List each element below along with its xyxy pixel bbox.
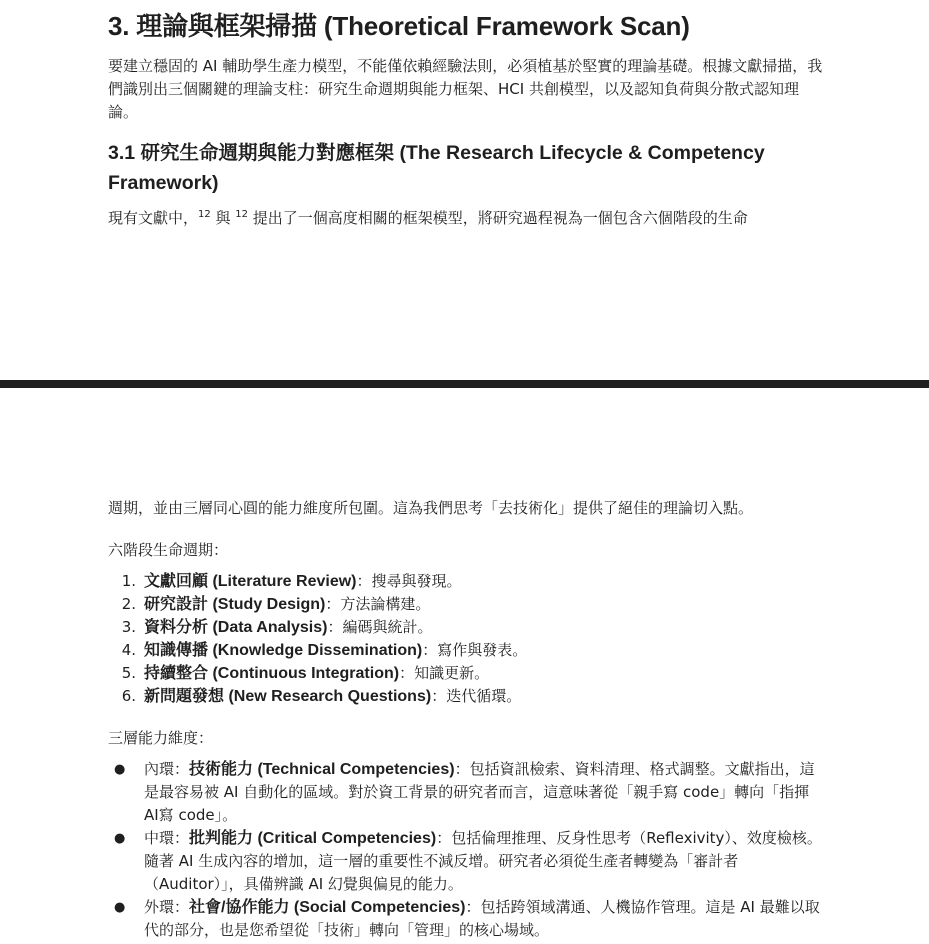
- list-item: ● 外環：社會/協作能力 (Social Competencies)：包括跨領域溝通、人機協作管理。這是 AI 最難以取代的部分，也是您希望從「技術」轉向「管理」的核心場域。: [108, 896, 828, 942]
- citation-ref-2[interactable]: 12: [235, 209, 249, 220]
- bullet-icon: ●: [114, 762, 126, 777]
- list-item: 5. 持續整合 (Continuous Integration)：知識更新。: [121, 664, 490, 682]
- dimensions-list: [108, 758, 828, 942]
- list-item: ● 內環：技術能力 (Technical Competencies)：包括資訊檢索、資料清理、格式調整。文獻指出，這是最容易被 AI 自動化的區域。對於資工背景的研究者而言，這意味著從「親手寫 code」轉向「指揮 AI寫 code」。: [108, 758, 828, 827]
- para-end: 提出了一個高度相關的框架模型，將研究過程視為一個包含六個階段的生命: [248, 209, 748, 227]
- page-break-divider: [0, 380, 929, 388]
- list-item: ● 中環：批判能力 (Critical Competencies)：包括倫理推理、反身性思考（Reflexivity）、效度檢核。隨著 AI 生成內容的增加，這一層的重要性不減反增。研究者必須從生產者轉變為「審計者（Auditor）」，具備辨識 AI 幻覺與偏見的能力。: [108, 827, 828, 896]
- para-start: 現有文獻中，: [108, 209, 199, 227]
- list-item: 2. 研究設計 (Study Design)：方法論構建。: [121, 595, 431, 613]
- section-3-intro: 要建立穩固的 AI 輔助學生產力模型，不能僅依賴經驗法則，必須植基於堅實的理論基礎。根據文獻掃描，我們識別出三個關鍵的理論支柱：研究生命週期與能力框架、HCI 共創模型，以及認知負荷與分散式認知理論。: [108, 57, 823, 121]
- section-3-1-heading: 3.1 研究生命週期與能力對應框架 (The Research Lifecycle & Competency Framework): [108, 142, 765, 194]
- dimensions-label: 三層能力維度：: [108, 729, 214, 747]
- bullet-icon: ●: [114, 831, 126, 846]
- page-bottom: [108, 497, 828, 942]
- section-3-heading: 3. 理論與框架掃描 (Theoretical Framework Scan): [108, 11, 690, 41]
- section-3-1-paragraph: [108, 207, 828, 230]
- citation-ref-1[interactable]: 12: [198, 209, 211, 220]
- page-top: [108, 8, 828, 230]
- section-3-1-paragraph-continued: 週期，並由三層同心圓的能力維度所包圍。這為我們思考「去技術化」提供了絕佳的理論切入點。: [108, 499, 754, 517]
- bullet-icon: ●: [114, 900, 126, 915]
- list-item: 1. 文獻回顧 (Literature Review)：搜尋與發現。: [121, 572, 462, 590]
- stages-label: 六階段生命週期：: [108, 541, 229, 559]
- list-item: 6. 新問題發想 (New Research Questions)：迭代循環。: [121, 687, 522, 705]
- para-mid: 與: [210, 209, 236, 227]
- stages-list: [108, 570, 828, 708]
- list-item: 4. 知識傳播 (Knowledge Dissemination)：寫作與發表。: [121, 641, 528, 659]
- list-item: 3. 資料分析 (Data Analysis)：編碼與統計。: [121, 618, 433, 636]
